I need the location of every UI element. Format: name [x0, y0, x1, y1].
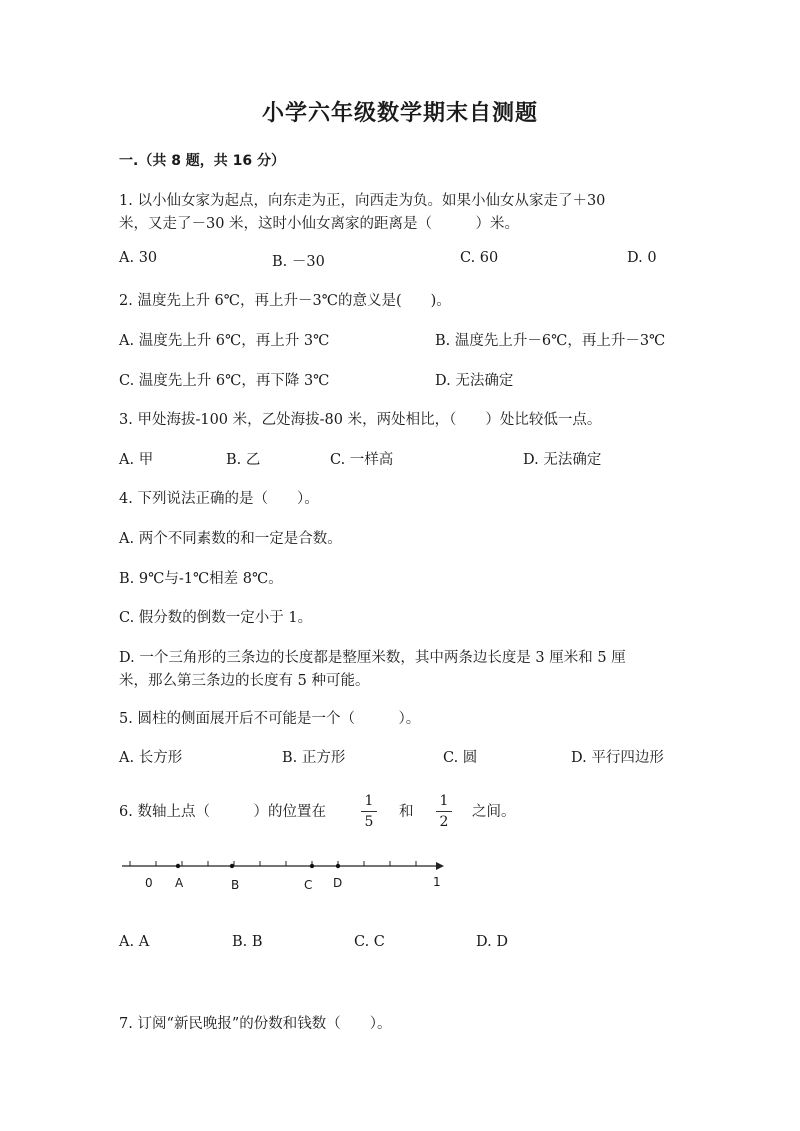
fraction-denominator: 2: [439, 814, 449, 830]
q2-option-b: B. 温度先上升－6℃，再上升－3℃: [435, 333, 666, 349]
q4-option-c: C. 假分数的倒数一定小于 1。: [119, 610, 313, 626]
q5-option-c: C. 圆: [443, 750, 478, 766]
q2-option-a: A. 温度先上升 6℃，再上升 3℃: [119, 333, 330, 349]
number-line-ticks: [130, 861, 416, 866]
question-1-line-2: 米，又走了－30 米，这时小仙女离家的距离是（ ）米。: [119, 216, 520, 232]
number-line-point: [310, 864, 314, 868]
q2-option-c: C. 温度先上升 6℃，再下降 3℃: [119, 373, 330, 389]
fraction-numerator: 1: [364, 793, 374, 809]
q5-option-b: B. 正方形: [282, 750, 346, 766]
q4-option-d-line-2: 米，那么第三条边的长度有 5 种可能。: [119, 673, 370, 689]
fraction-bar: [436, 811, 452, 812]
q5-option-d: D. 平行四边形: [571, 750, 664, 766]
q4-option-d-line-1: D. 一个三角形的三条边的长度都是整厘米数，其中两条边长度是 3 厘米和 5 厘: [119, 650, 626, 666]
question-6-text: 6. 数轴上点（ ）的位置在: [119, 804, 326, 820]
q1-option-b: B. －30: [272, 254, 325, 270]
axis-label-0: 0: [145, 876, 153, 890]
question-4: 4. 下列说法正确的是（ ）。: [119, 491, 319, 507]
q4-option-a: A. 两个不同素数的和一定是合数。: [119, 531, 342, 547]
question-7: 7. 订阅“新民晚报”的份数和钱数（ ）。: [119, 1016, 392, 1032]
question-3: 3. 甲处海拔-100 米，乙处海拔-80 米，两处相比，（ ）处比较低一点。: [119, 412, 602, 428]
number-line-point: [230, 864, 234, 868]
q4-option-b: B. 9℃与-1℃相差 8℃。: [119, 571, 283, 587]
q1-option-a: A. 30: [119, 250, 158, 266]
q3-option-b: B. 乙: [226, 452, 261, 468]
q5-option-a: A. 长方形: [119, 750, 183, 766]
number-line-point: [336, 864, 340, 868]
q6-option-c: C. C: [354, 934, 385, 950]
fraction-denominator: 5: [364, 814, 374, 830]
q6-option-d: D. D: [476, 934, 508, 950]
page-title: 小学六年级数学期末自测题: [261, 101, 538, 126]
q6-option-b: B. B: [232, 934, 263, 950]
fraction-one-half: [436, 792, 452, 831]
axis-label-b: B: [231, 878, 240, 892]
question-1-line-1: 1. 以小仙女家为起点，向东走为正，向西走为负。如果小仙女从家走了＋30: [119, 193, 606, 209]
axis-label-a: A: [175, 876, 184, 890]
axis-label-d: D: [333, 876, 343, 890]
fraction-numerator: 1: [439, 793, 449, 809]
q3-option-a: A. 甲: [119, 452, 154, 468]
q1-option-d: D. 0: [627, 250, 657, 266]
section-heading: 一.（共 8 题，共 16 分）: [119, 153, 286, 169]
question-6-and: 和: [399, 804, 414, 820]
number-line: [120, 852, 450, 874]
q6-option-a: A. A: [119, 934, 150, 950]
number-line-arrow: [436, 862, 444, 870]
axis-label-1: 1: [433, 875, 441, 889]
fraction-bar: [361, 811, 377, 812]
number-line-point: [176, 864, 180, 868]
question-6-end: 之间。: [472, 804, 516, 820]
q3-option-c: C. 一样高: [330, 452, 394, 468]
q2-option-d: D. 无法确定: [435, 373, 514, 389]
fraction-one-fifth: [361, 792, 377, 831]
question-2: 2. 温度先上升 6℃，再上升－3℃的意义是( )。: [119, 293, 451, 309]
axis-label-c: C: [304, 878, 313, 892]
q1-option-c: C. 60: [460, 250, 499, 266]
question-5: 5. 圆柱的侧面展开后不可能是一个（ ）。: [119, 711, 421, 727]
q3-option-d: D. 无法确定: [523, 452, 602, 468]
